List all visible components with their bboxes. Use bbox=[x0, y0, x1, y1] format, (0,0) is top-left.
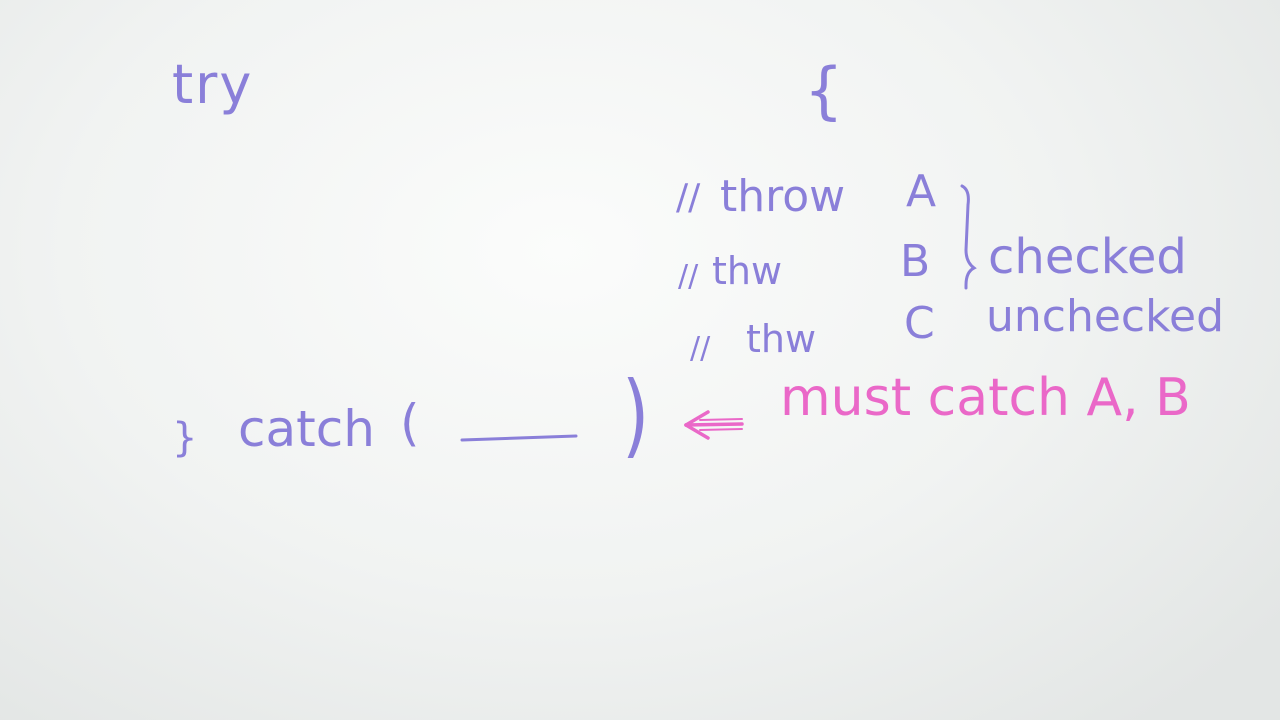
paren-open: ( bbox=[400, 394, 420, 452]
comment-slashes: // bbox=[690, 331, 711, 366]
throw-statement: thw bbox=[712, 249, 783, 293]
close-brace: } bbox=[172, 415, 198, 461]
throw-statement: throw bbox=[720, 171, 846, 222]
throw-statement: thw bbox=[746, 317, 817, 361]
comment-slashes: // bbox=[676, 177, 701, 218]
catch-keyword: catch bbox=[238, 400, 375, 458]
try-keyword: try bbox=[172, 53, 254, 116]
checked-label: checked bbox=[988, 229, 1187, 285]
exception-name: A bbox=[906, 166, 937, 217]
catch-blank-line bbox=[462, 436, 576, 440]
paren-close: ) bbox=[622, 361, 650, 469]
grouping-bracket bbox=[962, 186, 974, 288]
exception-name: C bbox=[904, 298, 935, 349]
exception-name: B bbox=[900, 236, 931, 287]
annotation-text: must catch A, B bbox=[780, 368, 1191, 428]
arrow-left-icon bbox=[686, 412, 742, 438]
comment-slashes: // bbox=[678, 259, 699, 294]
unchecked-label: unchecked bbox=[986, 291, 1225, 342]
open-brace: { bbox=[804, 54, 844, 127]
